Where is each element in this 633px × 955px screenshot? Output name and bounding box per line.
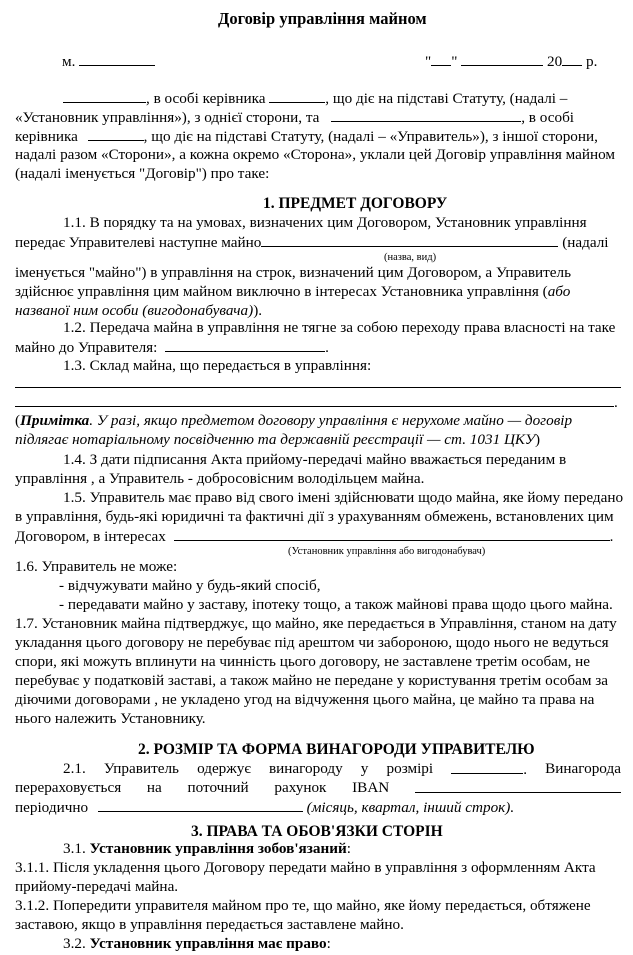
clause-1-6-item-2: - передавати майно у заставу, іпотеку тощо, а також майнові права щодо цього майна. <box>59 596 613 613</box>
day-blank[interactable] <box>431 51 451 66</box>
note-line-2: підлягає нотаріальному посвідченню та державній реєстрації — ст. 1031 ЦКУ) <box>15 431 541 448</box>
clause-1-7-line-5: діючими договорами , не укладено угод на відчуження цього майна, це майно та права на <box>15 691 595 708</box>
property-list-blank-1[interactable] <box>15 373 621 388</box>
preamble-line-4: надалі разом «Сторони», а кожна окремо «Сторона», уклали цей Договір управління майном <box>15 146 616 163</box>
iban-blank[interactable] <box>415 778 621 793</box>
note-label: Примітка <box>20 412 90 429</box>
property-list-line-2: . <box>15 392 618 412</box>
clause-1-2-line-2: майно до Управителя: . <box>15 339 329 356</box>
section-1-heading: 1. ПРЕДМЕТ ДОГОВОРУ <box>263 195 448 212</box>
clause-1-7-line-3: спори, які можуть вплинути на чинність цього договору, не заставлене третім особам, не <box>15 653 591 670</box>
clause-1-7-line-4: перебуває у податковій заставі, а також майно не передане у користування третім особам за <box>15 672 608 689</box>
section-3-heading: 3. ПРАВА ТА ОБОВ'ЯЗКИ СТОРІН <box>191 823 443 840</box>
clause-3-1-2-line-2: заставою, якщо в управління передається заставлене майно. <box>15 916 404 933</box>
clause-1-3: 1.3. Склад майна, що передається в управління: <box>63 357 372 374</box>
property-list-blank-2[interactable] <box>15 392 614 407</box>
beneficiary-hint: (Установник управління або вигодонабувач) <box>288 546 486 557</box>
property-name-blank[interactable] <box>261 232 558 247</box>
preamble-line-5: (надалі іменується "Договір") про таке: <box>15 165 270 182</box>
clause-1-1-line-1: 1.1. В порядку та на умовах, визначених цим Договором, Установник управління <box>63 214 587 231</box>
property-name-hint: (назва, вид) <box>384 252 437 263</box>
clause-3-2-heading: 3.2. Установник управління має право: <box>63 935 331 952</box>
manager-head-blank[interactable] <box>88 126 144 141</box>
clause-1-4-line-2: управління , а Управитель - добросовісним володільцем майна. <box>15 470 425 487</box>
clause-1-1-line-4: здійснює управління цим майном виключно в інтересах Установника управління (або <box>15 283 571 300</box>
clause-1-1-line-2: передає Управителеві наступне майно (надалі <box>15 234 609 251</box>
place-line <box>62 51 155 71</box>
clause-3-1-1-line-1: 3.1.1. Після укладення цього Договору передати майно в управління з оформленням Акта <box>15 859 596 876</box>
beneficiary-blank[interactable] <box>174 526 610 541</box>
document-title: Договір управління майном <box>218 9 427 28</box>
clause-1-2-line-1: 1.2. Передача майна в управління не тягне за собою переходу права власності на таке <box>63 319 616 336</box>
manager-name-blank[interactable] <box>331 107 521 122</box>
clause-1-5-line-2: в управління, будь-які юридичні та фактичні дії з урахуванням обмежень, встановлених цим <box>15 508 614 525</box>
clause-2-1-line-3: періодично (місяць, квартал, інший строк). <box>15 799 515 816</box>
preamble-line-2: «Установник управління»), з однієї сторони, та , в особі <box>15 109 575 126</box>
month-blank[interactable] <box>461 51 543 66</box>
clause-1-7-line-2: укладання цього договору не перебуває під арештом чи забороною, щодо нього не ведуться <box>15 634 609 651</box>
clause-2-1-line-2: перераховується на поточний рахунок IBAN <box>15 778 621 797</box>
clause-1-7-line-6: нього належить Установнику. <box>15 710 206 727</box>
clause-1-6-item-1: - відчужувати майно у будь-який спосіб, <box>59 577 321 594</box>
year-blank[interactable] <box>562 51 582 66</box>
founder-name-blank[interactable] <box>63 88 146 103</box>
clause-3-1-1-line-2: прийому-передачі майна. <box>15 878 179 895</box>
preamble-line-1: , в особі керівника , що діє на підставі Статуту, (надалі – <box>63 88 567 108</box>
fee-amount-blank[interactable] <box>451 759 523 774</box>
clause-1-7-line-1: 1.7. Установник майна підтверджує, що майно, яке передається в Управління, станом на дату <box>15 615 617 632</box>
clause-3-1-heading: 3.1. Установник управління зобов'язаний: <box>63 840 351 857</box>
clause-1-6: 1.6. Управитель не може: <box>15 558 178 575</box>
preamble-line-3: керівника , що діє на підставі Статуту, (надалі – «Управитель»), з іншої сторони, <box>15 128 598 145</box>
section-2-heading: 2. РОЗМІР ТА ФОРМА ВИНАГОРОДИ УПРАВИТЕЛЮ <box>138 741 535 758</box>
clause-1-1-line-5: названої ним особи (вигодонабувача)). <box>15 302 263 319</box>
clause-3-1-2-line-1: 3.1.2. Попередити управителя майном про те, що майно, яке йому передається, обтяжене <box>15 897 591 914</box>
date-line: " " 20 р. <box>425 53 598 70</box>
ownership-blank[interactable] <box>165 337 325 352</box>
property-list-line-1 <box>15 373 621 393</box>
clause-1-5-line-3: Договором, в інтересах . <box>15 528 614 545</box>
place-blank[interactable] <box>79 51 155 66</box>
clause-2-1-line-1: 2.1. Управитель одержує винагороду у розмірі . Винагорода <box>63 760 621 778</box>
note-line-1: (Примітка. У разі, якщо предметом договору управління є нерухоме майно — договір <box>15 412 573 429</box>
clause-1-1-line-3: іменується "майно") в управління на строк, визначений цим Договором, а Управитель <box>15 264 572 281</box>
payment-period-blank[interactable] <box>98 797 303 812</box>
place-prefix: м. <box>62 53 76 70</box>
clause-1-5-line-1: 1.5. Управитель має право від свого імені здійснювати щодо майна, яке йому передано <box>63 489 624 506</box>
founder-head-blank[interactable] <box>269 88 325 103</box>
clause-1-4-line-1: 1.4. З дати підписання Акта прийому-передачі майно вважається переданим в <box>63 451 567 468</box>
